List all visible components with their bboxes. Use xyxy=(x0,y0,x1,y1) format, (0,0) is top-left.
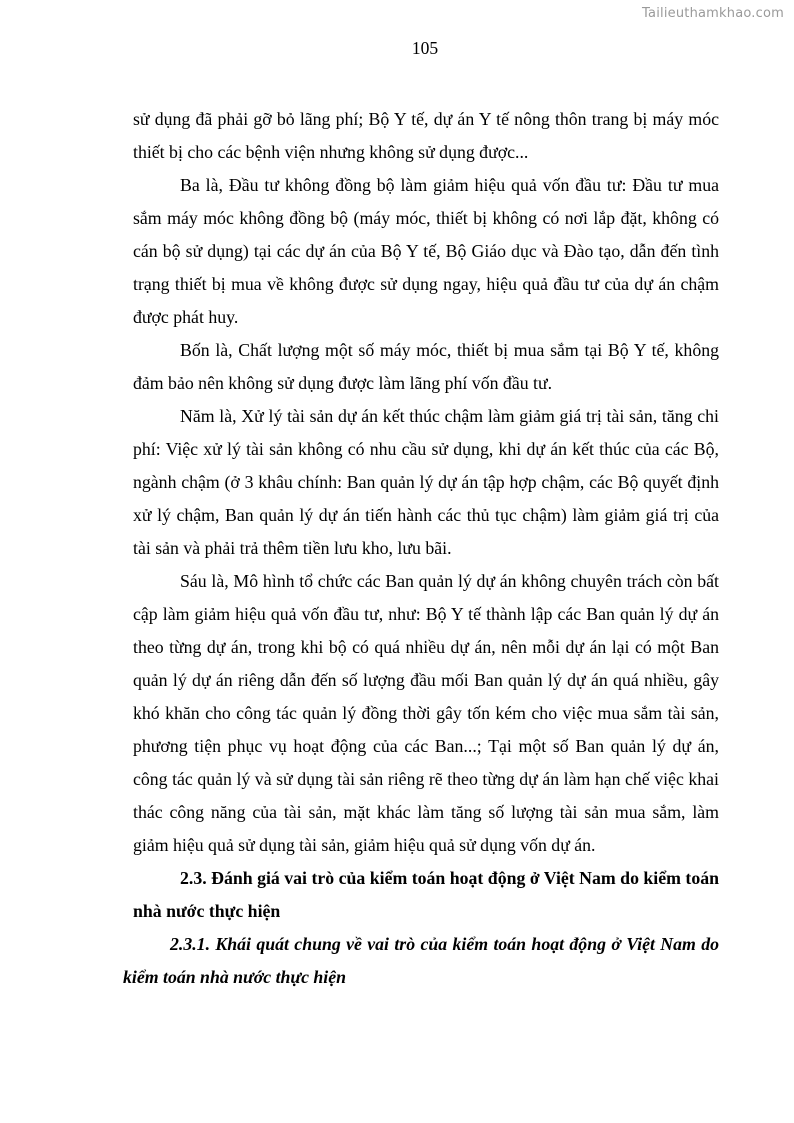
paragraph-nam-la: Năm là, Xử lý tài sản dự án kết thúc chậm làm giảm giá trị tài sản, tăng chi phí: Việc xử lý tài sản không có nhu cầu sử dụng, khi dự án kết thúc của các Bộ, ngành chậm (ở 3 khâu chính: Ban quản lý dự án tập hợp chậm, các Bộ quyết định xử lý chậm, Ban quản lý dự án tiến hành các thủ tục chậm) làm giảm giá trị của tài sản và phải trả thêm tiền lưu kho, lưu bãi. xyxy=(133,406,719,558)
watermark: Tailieuthamkhao.com xyxy=(642,6,784,21)
paragraph-ba-la: Ba là, Đầu tư không đồng bộ làm giảm hiệu quả vốn đầu tư: Đầu tư mua sắm máy móc không đồng bộ (máy móc, thiết bị không có nơi lắp đặt, không có cán bộ sử dụng) tại các dự án của Bộ Y tế, Bộ Giáo dục và Đào tạo, dẫn đến tình trạng thiết bị mua về không được sử dụng ngay, hiệu quả đầu tư của dự án chậm được phát huy. xyxy=(133,175,719,327)
paragraph-bon-la: Bốn là, Chất lượng một số máy móc, thiết bị mua sắm tại Bộ Y tế, không đảm bảo nên không sử dụng được làm lãng phí vốn đầu tư. xyxy=(133,340,719,393)
paragraph-continuation: sử dụng đã phải gỡ bỏ lãng phí; Bộ Y tế, dự án Y tế nông thôn trang bị máy móc thiết bị cho các bệnh viện nhưng không sử dụng được... xyxy=(133,109,719,162)
section-heading: 2.3. Đánh giá vai trò của kiểm toán hoạt động ở Việt Nam do kiểm toán nhà nước thực hiện xyxy=(133,868,719,921)
document-body xyxy=(123,103,719,994)
paragraph-sau-la: Sáu là, Mô hình tổ chức các Ban quản lý dự án không chuyên trách còn bất cập làm giảm hiệu quả vốn đầu tư, như: Bộ Y tế thành lập các Ban quản lý dự án theo từng dự án, trong khi bộ có quá nhiều dự án, nên mỗi dự án lại có một Ban quản lý dự án riêng dẫn đến số lượng đầu mối Ban quản lý dự án quá nhiều, gây khó khăn cho công tác quản lý đồng thời gây tốn kém cho việc mua sắm tài sản, phương tiện phục vụ hoạt động của các Ban...; Tại một số Ban quản lý dự án, công tác quản lý và sử dụng tài sản riêng rẽ theo từng dự án làm hạn chế việc khai thác công năng của tài sản, mặt khác làm tăng số lượng tài sản mua sắm, làm giảm hiệu quả sử dụng tài sản, giảm hiệu quả sử dụng vốn dự án. xyxy=(133,571,719,855)
subsection-heading: 2.3.1. Khái quát chung về vai trò của kiểm toán hoạt động ở Việt Nam do kiểm toán nhà nước thực hiện xyxy=(123,934,719,987)
page-number: 105 xyxy=(411,38,439,58)
